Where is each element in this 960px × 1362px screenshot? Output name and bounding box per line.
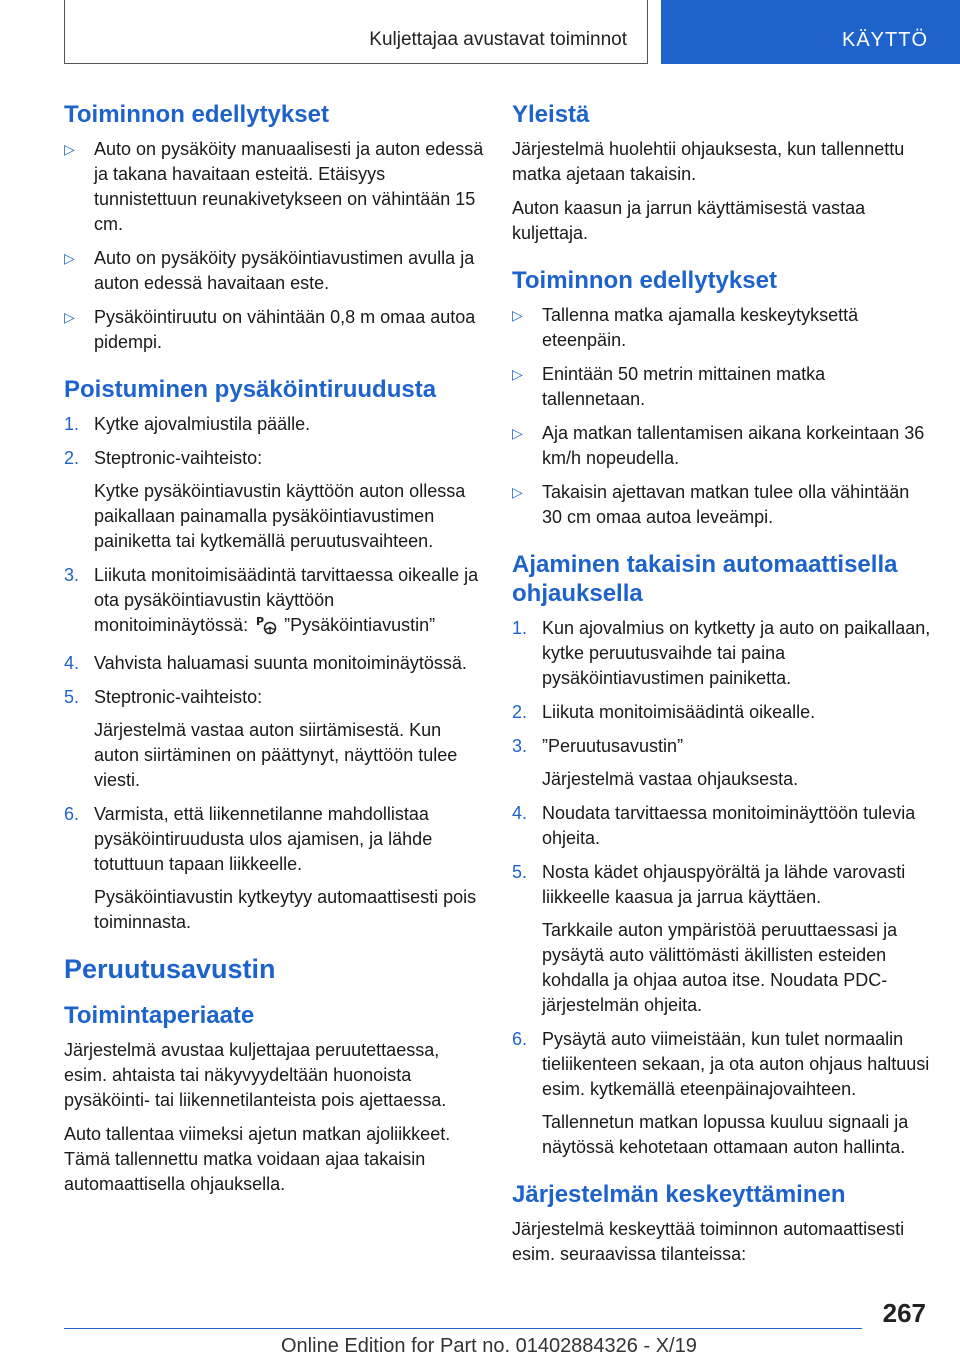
page-number: 267: [882, 1298, 926, 1328]
prereq-list-right: [512, 303, 932, 530]
general-paragraph: Järjestelmä huolehtii ohjauksesta, kun tallennettu matka ajetaan takaisin.: [512, 139, 905, 184]
step-item: 1. Kun ajovalmius on kytketty ja auto on paikallaan, kytke peruutusvaihde tai paina pysäköintiavustimen painiketta.: [512, 618, 931, 688]
edition-text: Online Edition for Part no. 01402884326 - X/19: [281, 1335, 697, 1357]
principle-heading: Toimintaperiaate: [64, 1002, 255, 1029]
svg-text:P: P: [256, 615, 265, 628]
step-item: 4. Vahvista haluamasi suunta monitoiminäytössä.: [64, 653, 467, 673]
general-paragraph: Auton kaasun ja jarrun käyttämisestä vastaa kuljettaja.: [512, 198, 866, 243]
left-column: [64, 100, 484, 1206]
header-section-frame: [64, 0, 648, 64]
list-item: ▷ Takaisin ajettavan matkan tulee olla vähintään 30 cm omaa autoa leveämpi.: [512, 482, 910, 527]
step-item: 2. Liikuta monitoimisäädintä oikealle.: [512, 702, 816, 722]
footer-divider: [64, 1328, 862, 1329]
triangle-bullet-icon: ▷: [512, 366, 523, 382]
triangle-bullet-icon: ▷: [512, 484, 523, 500]
step-item: 3. Liikuta monitoimisäädintä tarvittaessa oikealle ja ota pysäköintiavustin käyttöön monitoiminäytössä: P ”Pysäköintiavustin”: [64, 563, 484, 642]
list-item: ▷ Auto on pysäköity manuaalisesti ja auton edessä ja takana havaitaan esteitä. Etäisyys tunnistettuun reunakivetykseen on vähintään 15 cm.: [64, 139, 484, 234]
principle-paragraph: Järjestelmä avustaa kuljettajaa peruutettaessa, esim. ahtaista tai näkyvyydeltään huonoista pysäköinti- tai liikennetilanteista pois ajettaessa.: [64, 1040, 447, 1110]
triangle-bullet-icon: ▷: [512, 425, 523, 441]
step-item: 4. Noudata tarvittaessa monitoiminäyttöön tulevia ohjeita.: [512, 803, 916, 848]
principle-paragraph: Auto tallentaa viimeksi ajetun matkan ajoliikkeet. Tämä tallennettu matka voidaan ajaa takaisin automaattisella ohjauksella.: [64, 1124, 451, 1194]
triangle-bullet-icon: ▷: [64, 309, 75, 325]
triangle-bullet-icon: ▷: [64, 250, 75, 266]
interrupt-paragraph: Järjestelmä keskeyttää toiminnon automaattisesti esim. seuraavissa tilanteissa:: [512, 1219, 905, 1264]
prereq-heading-right: Toiminnon edellytykset: [512, 267, 777, 294]
general-heading: Yleistä: [512, 101, 590, 128]
step-item: 6. Varmista, että liikennetilanne mahdollistaa pysäköintiruudusta ulos ajamisen, ja lähde totuttuun tapaan liikkeelle. Pysäköintiavustin kytkeytyy automaattisesti pois toiminnasta.: [64, 804, 477, 932]
list-item: ▷ Enintään 50 metrin mittainen matka tallennetaan.: [512, 364, 826, 409]
step-item: 5. Nosta kädet ohjauspyörältä ja lähde varovasti liikkeelle kaasua ja jarrua käyttäen. Tarkkaile auton ympäristöä peruuttaessasi ja pysäytä auto välittömästi äkillisten esteiden kohdalla ja ohjaa autoa itse. Noudata PDC-järjestelmän ohjeita.: [512, 862, 906, 1015]
list-item: ▷ Pysäköintiruutu on vähintään 0,8 m omaa autoa pidempi.: [64, 307, 476, 352]
step-item: 6. Pysäytä auto viimeistään, kun tulet normaalin tieliikenteen sekaan, ja ota auton ohjaus haltuusi esim. kytkemällä eteenpäinajovaihteen. Tallennetun matkan lopussa kuuluu signaali ja näytössä kehotetaan ottamaan auton hallinta.: [512, 1029, 930, 1157]
triangle-bullet-icon: ▷: [64, 141, 75, 157]
prereq-heading-left: Toiminnon edellytykset: [64, 101, 329, 128]
right-column: [512, 100, 932, 1276]
auto-steps: [512, 616, 932, 1160]
interrupt-heading: Järjestelmän keskeyttäminen: [512, 1181, 846, 1208]
step-item: 2. Steptronic-vaihteisto: Kytke pysäköintiavustin käyttöön auton ollessa paikallaan painamalla pysäköintiavustimen painiketta tai kytkemällä peruutusvaihteen.: [64, 448, 466, 551]
prereq-list-left: [64, 137, 484, 355]
step-item: 3. ”Peruutusavustin” Järjestelmä vastaa ohjauksesta.: [512, 736, 799, 789]
section-title: Kuljettajaa avustavat toiminnot: [369, 29, 627, 50]
list-item: ▷ Aja matkan tallentamisen aikana korkeintaan 36 km/h nopeudella.: [512, 423, 925, 468]
park-assist-icon: [256, 615, 278, 642]
exit-heading: Poistuminen pysäköintiruudusta: [64, 376, 437, 403]
step-item: 5. Steptronic-vaihteisto: Järjestelmä vastaa auton siirtämisestä. Kun auton siirtäminen on päättynyt, näyttöön tulee viesti.: [64, 687, 458, 790]
triangle-bullet-icon: ▷: [512, 307, 523, 323]
chapter-label: KÄYTTÖ: [841, 29, 928, 51]
exit-steps: [64, 412, 484, 935]
step-item: 1. Kytke ajovalmiustila päälle.: [64, 414, 311, 434]
chapter-tab: [661, 0, 960, 64]
auto-steering-heading: Ajaminen takaisin automaattisella ohjauksella: [512, 551, 898, 607]
list-item: ▷ Tallenna matka ajamalla keskeytyksettä eteenpäin.: [512, 305, 859, 350]
list-item: ▷ Auto on pysäköity pysäköintiavustimen avulla ja auton edessä havaitaan este.: [64, 248, 475, 293]
reverse-assist-title: Peruutusavustin: [64, 954, 276, 984]
